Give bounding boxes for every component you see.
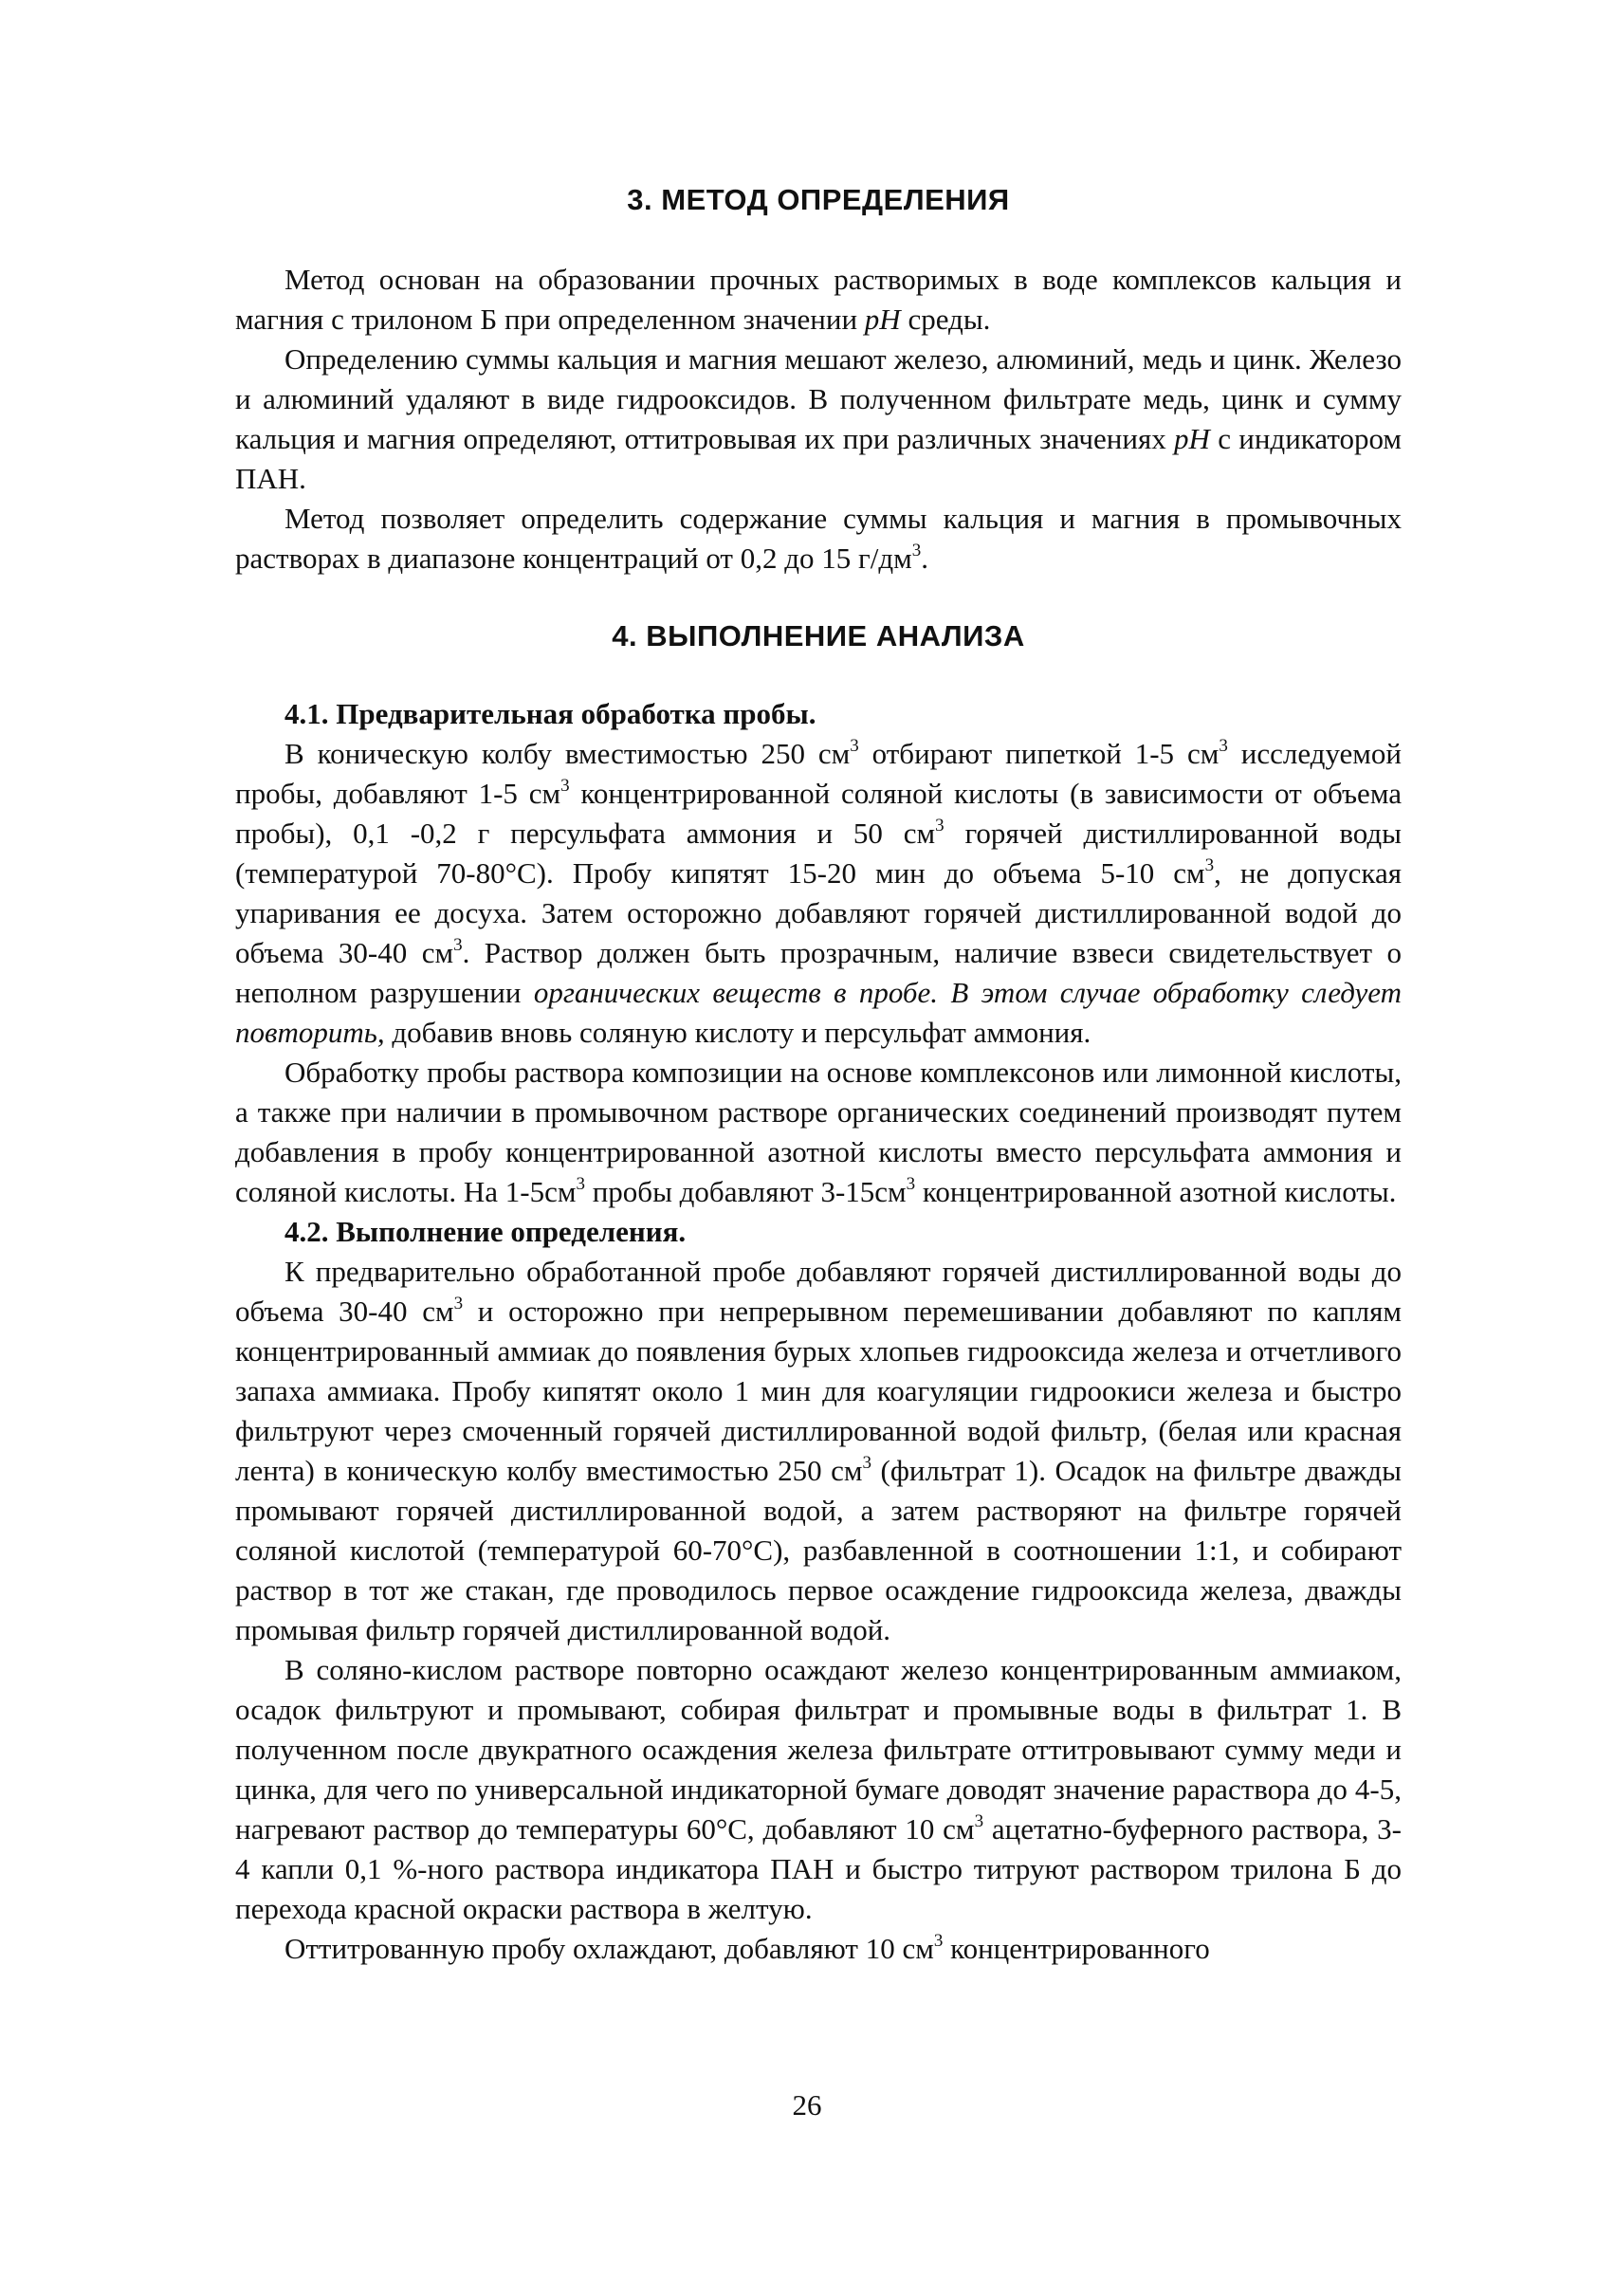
section-4-1-paragraph-2: Обработку пробы раствора композиции на основе комплексонов или лимонной кислоты, а также при наличии в промывочном растворе органических соединений производят путем добавления в пробу концентрированной азотной кислоты вместо персульфата аммония и соляной кислоты. На $1-5см^3$ пробы добавляют $3-15см^3$ концентрированной азотной кислоты. <box>235 1056 1402 1208</box>
section-3-paragraph-3: Метод позволяет определить содержание суммы кальция и магния в промывочных растворах в диапазоне концентраций от 0,2 до 15 $г/дм^3$. <box>235 502 1402 575</box>
section-4-title: 4. ВЫПОЛНЕНИЕ АНАЛИЗА <box>612 619 1025 652</box>
section-3-title: 3. МЕТОД ОПРЕДЕЛЕНИЯ <box>627 183 1010 216</box>
section-4-1-paragraph-1: В коническую колбу вместимостью 250 $см^3$ отбирают пипеткой 1-5 $см^3$ исследуемой пробы, добавляют 1-5 $см^3$ концентрированной соляной кислоты (в зависимости от объема пробы), 0,1 -0,2 г персульфата аммония и 50 $см^3$ горячей дистиллированной воды (температурой 70-80°С). Пробу кипятят 15-20 мин до объема 5-10 $см^3$, не допуская упаривания ее досуха. Затем осторожно добавляют горячей дистиллированной водой до объема 30-40 $см^3$. Раствор должен быть прозрачным, наличие взвеси свидетельствует о неполном разрушении органических веществ в пробе. В этом случае обработку следует повторить, добавив вновь соляную кислоту и персульфат аммония. <box>235 736 1403 1049</box>
subsection-4-2-heading: 4.2. Выполнение определения. <box>284 1215 687 1248</box>
section-4-2-paragraph-3: Оттитрованную пробу охлаждают, добавляют 10 $см^3$ концентрированного <box>284 1931 1210 1965</box>
subsection-4-1-heading: 4.1. Предварительная обработка пробы. <box>284 697 816 730</box>
document-page <box>235 180 1402 1969</box>
section-3-paragraph-2: Определению суммы кальция и магния мешают железо, алюминий, медь и цинк. Железо и алюминий удаляют в виде гидрооксидов. В полученном фильтрате медь, цинк и сумму кальция и магния определяют, оттитровывая их при различных значениях pH с индикатором ПАН. <box>235 342 1403 495</box>
section-4-2-paragraph-2: В соляно-кислом растворе повторно осаждают железо концентрированным аммиаком, осадок фильтруют и промывают, собирая фильтрат и промывные воды в фильтрат 1. В полученном после двукратного осаждения железа фильтрате оттитровывают сумму меди и цинка, для чего по универсальной индикаторной бумаге доводят значение рараствора до 4-5, нагревают раствор до температуры 60°С, добавляют 10 $см^3$ ацетатно-буферного раствора, 3-4 капли 0,1 %-ного раствора индикатора ПАН и быстро титруют раствором трилона Б до перехода красной окраски раствора в желтую. <box>235 1653 1402 1925</box>
section-3-paragraph-1: Метод основан на образовании прочных растворимых в воде комплексов кальция и магния с трилоном Б при определенном значении pH среды. <box>235 263 1402 336</box>
section-4-2-paragraph-1: К предварительно обработанной пробе добавляют горячей дистиллированной воды до объема 30-40 $см^3$ и осторожно при непрерывном перемешивании добавляют по каплям концентрированный аммиак до появления бурых хлопьев гидрооксида железа и отчетливого запаха аммиака. Пробу кипятят около 1 мин для коагуляции гидроокиси железа и быстро фильтруют через смоченный горячей дистиллированной водой фильтр, (белая или красная лента) в коническую колбу вместимостью 250 $см^3$ (фильтрат 1). Осадок на фильтре дважды промывают горячей дистиллированной водой, а затем растворяют на фильтре горячей соляной кислотой (температурой 60-70°С), разбавленной в соотношении 1:1, и собирают раствор в тот же стакан, где проводилось первое осаждение гидрооксида железа, дважды промывая фильтр горячей дистиллированной водой. <box>235 1255 1403 1646</box>
page-number: 26 <box>792 2088 822 2122</box>
